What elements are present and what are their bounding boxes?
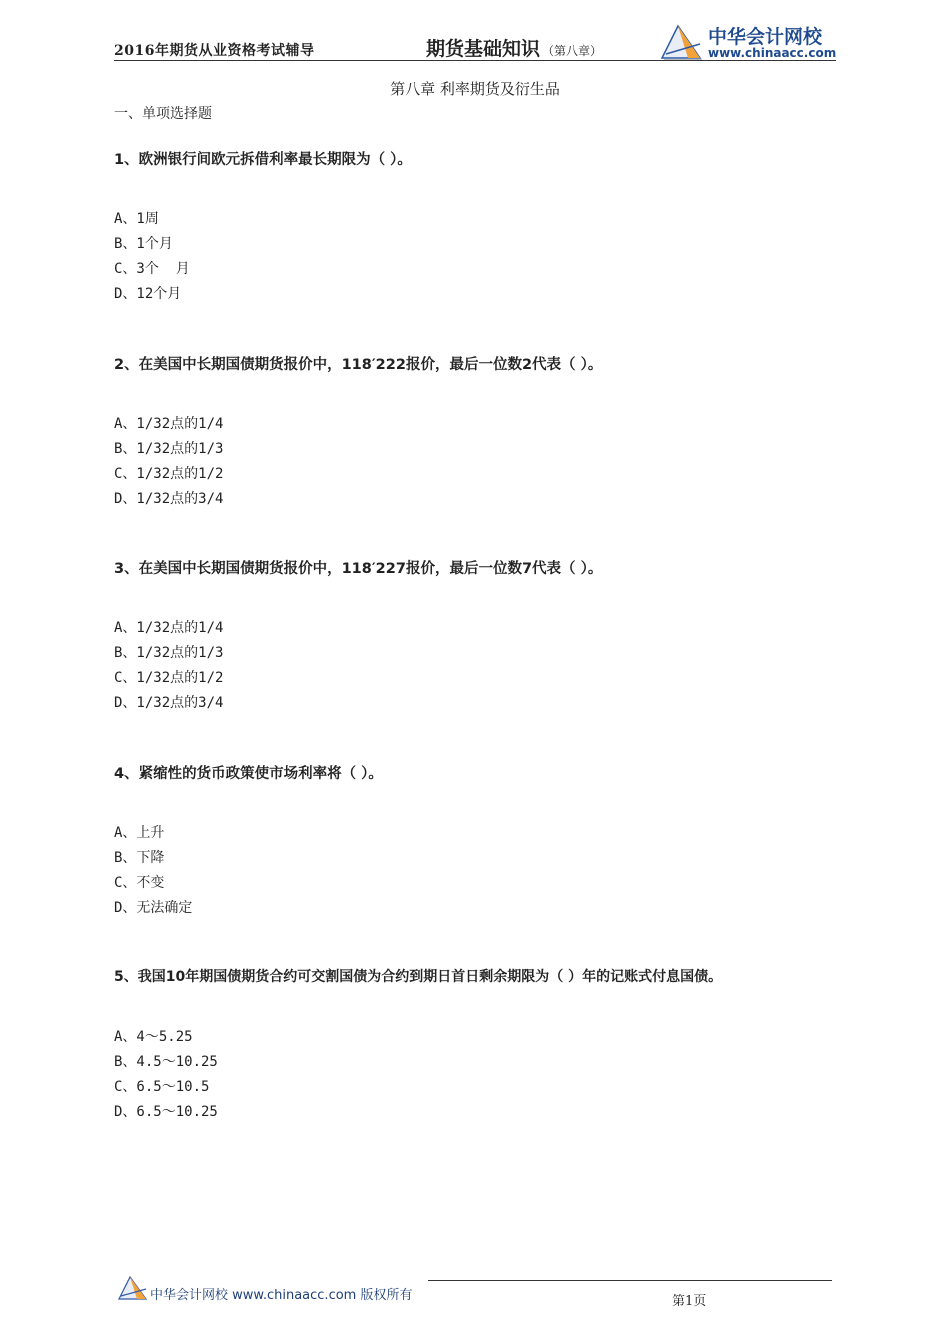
question-2-option-b: B、1/32点的1/3 (114, 441, 224, 457)
question-1-option-c: C、3个 月 (114, 261, 190, 277)
question-1-option-a: A、1周 (114, 211, 159, 227)
question-3: 3、在美国中长期国债期货报价中，118′227报价，最后一位数7代表（ ）。 (114, 561, 603, 577)
header-chapter: （第八章） (542, 44, 603, 58)
question-5-option-d: D、6.5～10.25 (114, 1104, 218, 1120)
question-2-option-a: A、1/32点的1/4 (114, 416, 224, 432)
question-4: 4、紧缩性的货币政策使市场利率将（ ）。 (114, 766, 383, 782)
section-heading: 一、单项选择题 (114, 106, 212, 122)
question-4-option-b: B、下降 (114, 850, 165, 866)
question-5-option-c: C、6.5～10.5 (114, 1079, 210, 1095)
question-3-option-d: D、1/32点的3/4 (114, 695, 224, 711)
logo-triangle-icon (660, 24, 704, 62)
header-divider (114, 60, 836, 61)
footer-copyright: 中华会计网校 www.chinaacc.com 版权所有 (150, 1288, 413, 1303)
chinaacc-logo (660, 22, 836, 62)
header-subject-title: 期货基础知识 (426, 38, 541, 60)
footer-divider (428, 1280, 832, 1281)
question-1: 1、欧洲银行间欧元拆借利率最长期限为（ ）。 (114, 152, 412, 168)
question-3-option-c: C、1/32点的1/2 (114, 670, 224, 686)
question-2: 2、在美国中长期国债期货报价中，118′222报价，最后一位数2代表（ ）。 (114, 357, 603, 373)
chapter-title: 第八章 利率期货及衍生品 (390, 80, 560, 98)
logo-brand-text: 中华会计网校 (708, 26, 823, 48)
page-header (114, 22, 836, 62)
question-5-option-b: B、4.5～10.25 (114, 1054, 218, 1070)
question-2-option-d: D、1/32点的3/4 (114, 491, 224, 507)
page-number: 第1页 (672, 1294, 707, 1309)
header-subject (426, 34, 602, 61)
question-3-option-b: B、1/32点的1/3 (114, 645, 224, 661)
question-1-option-d: D、12个月 (114, 286, 182, 302)
question-1-option-b: B、1个月 (114, 236, 173, 252)
question-5-option-a: A、4～5.25 (114, 1029, 193, 1045)
logo-url-text: www.chinaacc.com (708, 46, 837, 60)
question-5: 5、我国10年期国债期货合约可交割国债为合约到期日首日剩余期限为（ ）年的记账式付息国债。 (114, 969, 723, 985)
question-4-option-d: D、无法确定 (114, 900, 193, 916)
question-4-option-a: A、上升 (114, 825, 165, 841)
footer-logo-icon (118, 1276, 148, 1302)
question-3-option-a: A、1/32点的1/4 (114, 620, 224, 636)
question-4-option-c: C、不变 (114, 875, 165, 891)
question-2-option-c: C、1/32点的1/2 (114, 466, 224, 482)
header-course-title: 2016年期货从业资格考试辅导 (114, 43, 315, 59)
